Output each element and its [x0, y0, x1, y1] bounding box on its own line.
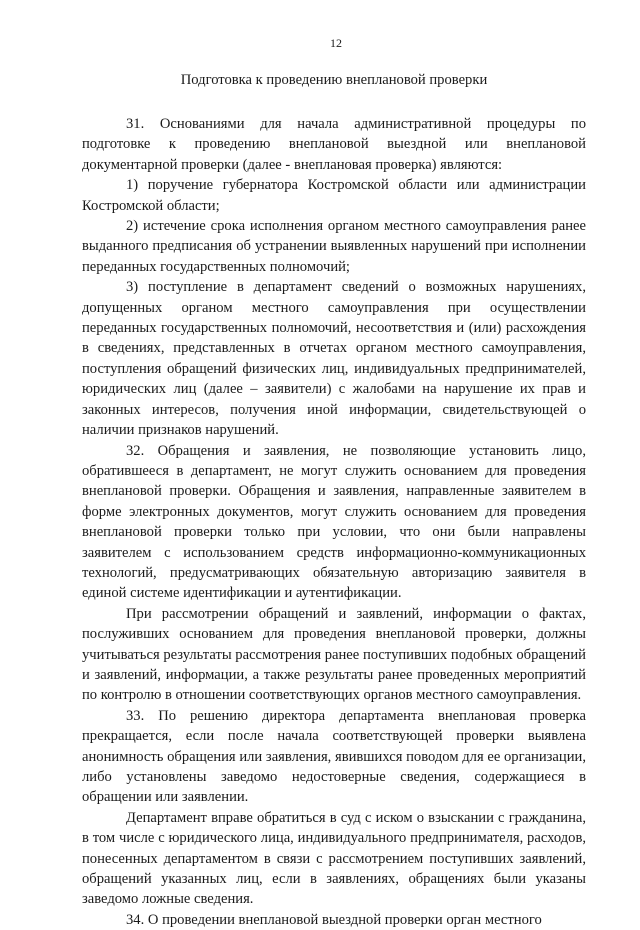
paragraph-32: 32. Обращения и заявления, не позволяющие установить лицо, обратившееся в департамент, не могут служить основанием для проведения внеплановой проверки. Обращения и заявления, направленные заявителем в форме электронных документов, могут служить основанием для проведения внеплановой проверки только при условии, что они были направлены заявителем с использованием средств информационно-коммуникационных технологий, предусматривающих обязательную авторизацию заявителя в единой системе идентификации и аутентификации.: [82, 442, 586, 602]
paragraph-31-item-3: 3) поступление в департамент сведений о возможных нарушениях, допущенных органом местного самоуправления при осуществлении переданных государственных полномочий, несоответствия и (или) расхождения в сведениях, представленных в отчетах органом местного самоуправления, поступления обращений физических лиц, индивидуальных предпринимателей, юридических лиц (далее – заявители) с жалобами на нарушение их прав и законных интересов, получения иной информации, свидетельствующей о наличии признаков нарушений.: [82, 279, 586, 439]
paragraph-33: 33. По решению директора департамента внеплановая проверка прекращается, если после начала соответствующей проверки выявлена анонимность обращения или заявления, явившихся поводом для ее организации, либо установлены заведомо недостоверные сведения, содержащиеся в обращении или заявлении.: [82, 707, 586, 806]
paragraph-31: 31. Основаниями для начала административной процедуры по подготовке к проведению внеплановой выездной или внеплановой документарной проверки (далее - внеплановая проверка) являются:: [82, 116, 586, 173]
paragraph-31-item-2: 2) истечение срока исполнения органом местного самоуправления ранее выданного предписания об устранении выявленных нарушений при исполнении переданных государственных полномочий;: [82, 218, 586, 275]
paragraph-32-continued: При рассмотрении обращений и заявлений, информации о фактах, послуживших основанием для проведения внеплановой проверки, должны учитываться результаты рассмотрения ранее поступивших подобных обращений и заявлений, информации, а также результаты ранее проведенных мероприятий по контролю в отношении соответствующих органов местного самоуправления.: [82, 605, 586, 704]
document-body: [82, 114, 586, 930]
paragraph-31-item-1: 1) поручение губернатора Костромской области или администрации Костромской области;: [82, 177, 586, 214]
paragraph-33-continued: Департамент вправе обратиться в суд с иском о взыскании с гражданина, в том числе с юридического лица, индивидуального предпринимателя, расходов, понесенных департаментом в связи с рассмотрением поступивших заявлений, обращений указанных лиц, если в заявлениях, обращениях были указаны заведомо ложные сведения.: [82, 809, 586, 908]
paragraph-34: 34. О проведении внеплановой выездной проверки орган местного: [126, 911, 542, 928]
page-number: 12: [330, 36, 342, 50]
section-title: Подготовка к проведению внеплановой проверки: [180, 72, 488, 88]
